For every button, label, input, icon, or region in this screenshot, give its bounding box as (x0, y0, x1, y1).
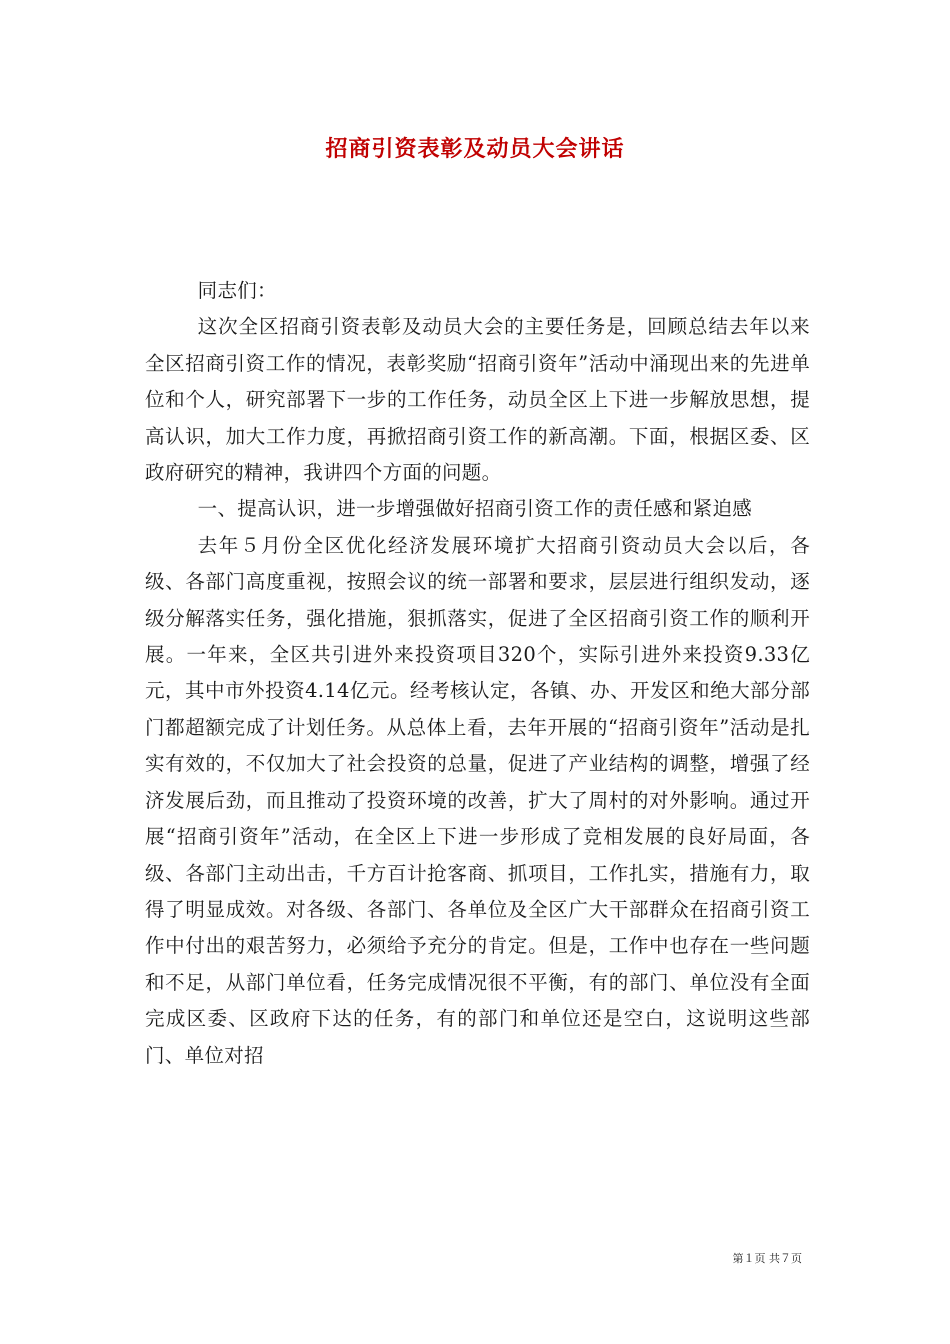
salutation-paragraph: 同志们： (197, 279, 277, 302)
page-number: 第１页 共７页 (732, 1252, 802, 1265)
document-body (145, 273, 810, 1074)
document-title: 招商引资表彰及动员大会讲话 (325, 136, 625, 162)
body-paragraph: 去年５月份全区优化经济发展环境扩大招商引资动员大会以后，各级、各部门高度重视，按照会议的统一部署和要求，层层进行组织发动，逐级分解落实任务，强化措施，狠抓落实，促进了全区招商引资工作的顺利开展。一年来，全区共引进外来投资项目320个，实际引进外来投资9.33亿元，其中市外投资4.14亿元。经考核认定，各镇、办、开发区和绝大部分部门都超额完成了计划任务。从总体上看，去年开展的“招商引资年”活动是扎实有效的，不仅加大了社会投资的总量，促进了产业结构的调整，增强了经济发展后劲，而且推动了投资环境的改善，扩大了周村的对外影响。通过开展“招商引资年”活动，在全区上下进一步形成了竞相发展的良好局面，各级、各部门主动出击，千方百计抢客商、抓项目，工作扎实，措施有力，取得了明显成效。对各级、各部门、各单位及全区广大干部群众在招商引资工作中付出的艰苦努力，必须给予充分的肯定。但是，工作中也存在一些问题和不足，从部门单位看，任务完成情况很不平衡，有的部门、单位没有全面完成区委、区政府下达的任务，有的部门和单位还是空白，这说明这些部门、单位对招 (145, 533, 810, 1067)
section-heading: 一、提高认识，进一步增强做好招商引资工作的责任感和紧迫感 (197, 497, 753, 521)
intro-paragraph: 这次全区招商引资表彰及动员大会的主要任务是，回顾总结去年以来全区招商引资工作的情况，表彰奖励“招商引资年”活动中涌现出来的先进单位和个人，研究部署下一步的工作任务，动员全区上下进一步解放思想，提高认识，加大工作力度，再掀招商引资工作的新高潮。下面，根据区委、区政府研究的精神，我讲四个方面的问题。 (145, 315, 810, 485)
